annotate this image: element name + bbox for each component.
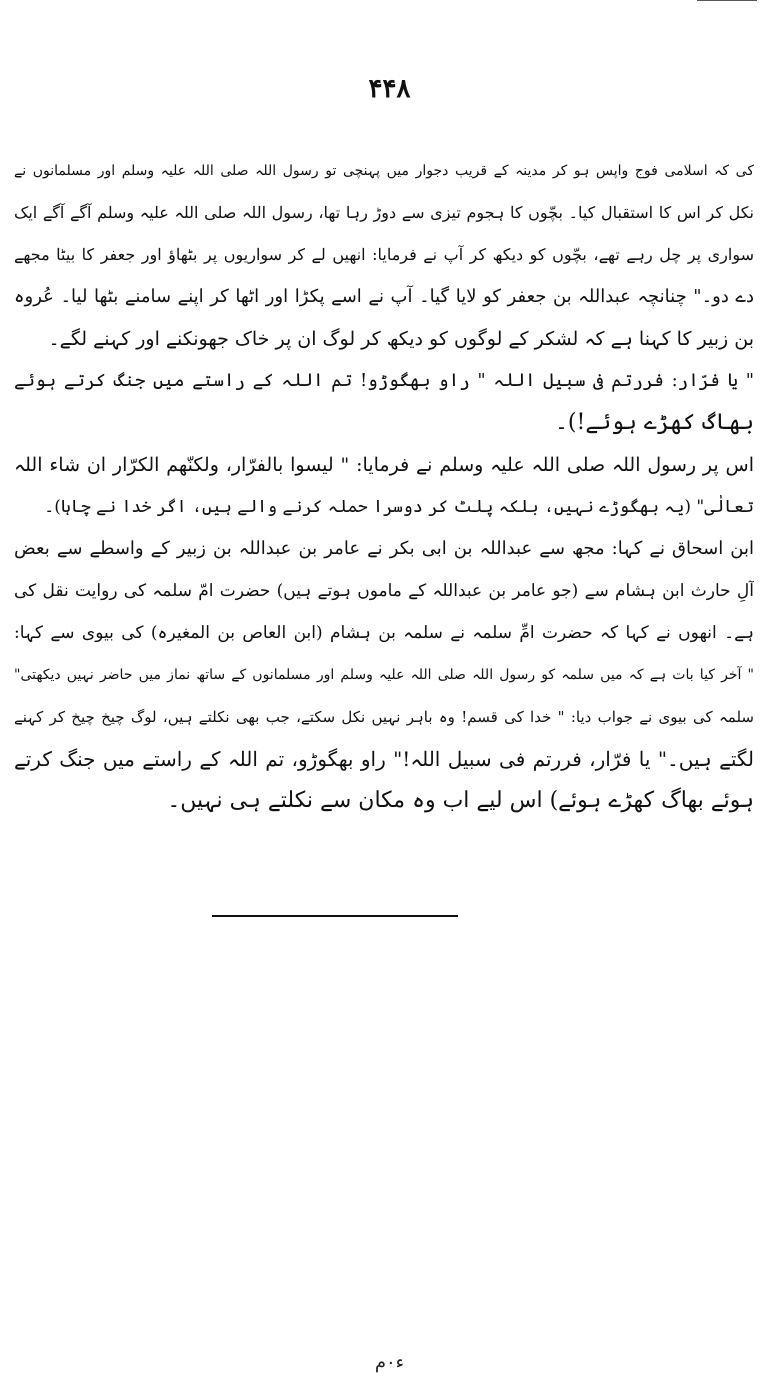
text-line: سلمہ کی بیوی نے جواب دیا: " خدا کی قسم! وہ باہر نہیں نکل سکتے، جب بھی نکلتے ہیں، لوگ چیخ چیخ کر کہنے <box>14 708 754 726</box>
text-line: ہے۔ انھوں نے کہا کہ حضرت امِّ سلمہ نے سلمہ بن ہشام (ابن العاص بن المغیرہ) کی بیوی سے کہا: <box>14 623 754 643</box>
body-text <box>14 150 754 822</box>
footer-mark: ء۰م <box>374 1352 405 1373</box>
text-line: اس پر رسول اللہ صلی اللہ علیہ وسلم نے فرمایا: " لیسوا بالفرّار، ولکنّھم الکرّار ان شاء اللہ <box>14 454 754 476</box>
section-divider <box>212 915 458 917</box>
scan-corner-mark <box>697 0 757 13</box>
text-line: کی کہ اسلامی فوج واپس ہو کر مدینہ کے قریب دجوار میں پہنچی تو رسول اللہ صلی اللہ علیہ وسلم اور مسلمانوں نے <box>14 163 754 179</box>
text-line: دے دو۔" چنانچہ عبداللہ بن جعفر کو لایا گیا۔ آپ نے اسے پکڑا اور اٹھا کر اپنے سامنے بٹھا لیا۔ عُروہ <box>14 286 754 307</box>
text-line: بھاگ کھڑے ہوئے!)۔ <box>555 410 754 435</box>
text-line: " یا فرّار: فررتم فی سبیل اللہ " راو بھگوڑو! تم اللہ کے راستے میں جنگ کرتے ہوئے <box>14 370 754 391</box>
text-line: سواری پر چل رہے تھے، بچّوں کو دیکھ کر آپ نے فرمایا: انھیں لے کر سواریوں پر بٹھاؤ اور جعفر کا بیٹا مجھے <box>14 245 754 264</box>
text-line: ابن اسحاق نے کہا: مجھ سے عبداللہ بن ابی بکر نے عامر بن عبداللہ بن زبیر کے واسطے سے بعض <box>14 538 754 559</box>
text-line: آلِ حارث ابن ہشام سے (جو عامر بن عبداللہ کے ماموں ہوتے ہیں) حضرت امّ سلمہ کی روایت نقل کی <box>14 581 754 601</box>
text-line: نکل کر اس کا استقبال کیا۔ بچّوں کا ہجوم تیزی سے دوڑ رہا تھا، رسول اللہ صلی اللہ علیہ وسلم آگے آگے ایک <box>14 203 754 222</box>
text-line: ہوئے بھاگ کھڑے ہوئے) اس لیے اب وہ مکان سے نکلتے ہی نہیں۔ <box>167 788 754 813</box>
text-line: بن زبیر کا کہنا ہے کہ لشکر کے لوگوں کو دیکھ کر لوگ ان پر خاک جھونکنے اور کہنے لگے۔ <box>48 328 754 350</box>
page-number: ۴۴۸ <box>368 74 411 104</box>
text-line: تعالٰی" (یہ بھگوڑے نہیں، بلکہ پلٹ کر دوسرا حملہ کرنے والے ہیں، اگر خدا نے چاہا)۔ <box>44 497 754 517</box>
text-line: " آخر کیا بات ہے کہ میں سلمہ کو رسول اللہ صلی اللہ علیہ وسلم اور مسلمانوں کے ساتھ نماز میں حاضر نہیں دیکھتی" <box>14 667 754 683</box>
text-line: لگتے ہیں۔" یا فرّار، فررتم فی سبیل اللہ!" راو بھگوڑو، تم اللہ کے راستے میں جنگ کرتے <box>14 747 754 771</box>
